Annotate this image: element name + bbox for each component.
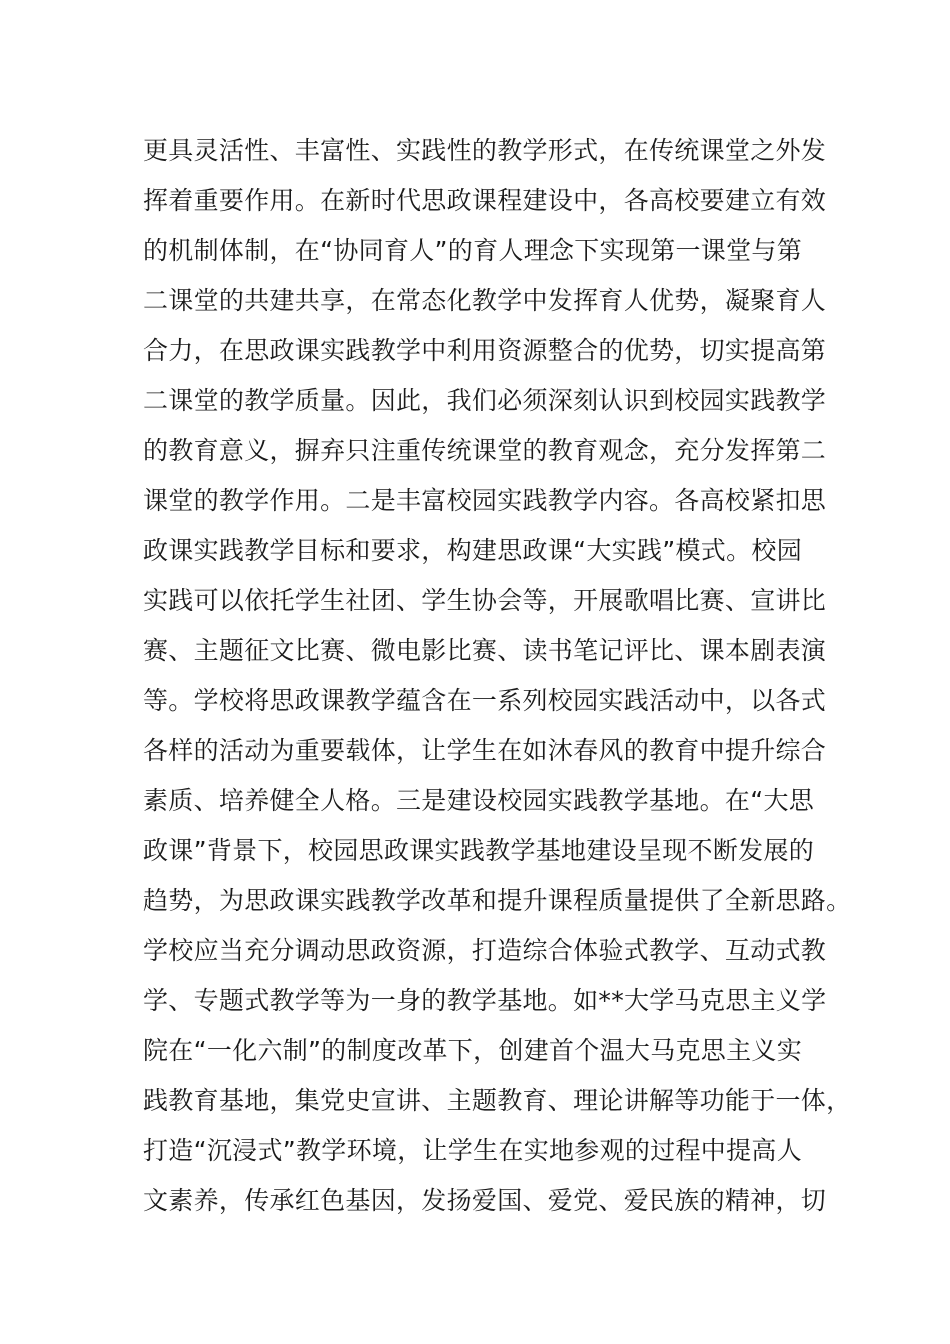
text-line: 课堂的教学作用。二是丰富校园实践教学内容。各高校紧扣思 — [143, 486, 827, 515]
text-line: 素质、培养健全人格。三是建设校园实践教学基地。在“大思 — [143, 786, 815, 815]
text-line: 二课堂的教学质量。因此，我们必须深刻认识到校园实践教学 — [143, 386, 827, 415]
text-line: 学校应当充分调动思政资源，打造综合体验式教学、互动式教 — [143, 936, 827, 965]
body-paragraph — [143, 126, 852, 1226]
text-line: 政课”背景下，校园思政课实践教学基地建设呈现不断发展的 — [143, 836, 815, 865]
text-line: 践教育基地，集党史宣讲、主题教育、理论讲解等功能于一体， — [143, 1086, 852, 1115]
text-line: 的机制体制，在“协同育人”的育人理念下实现第一课堂与第 — [143, 236, 803, 265]
text-line: 各样的活动为重要载体，让学生在如沐春风的教育中提升综合 — [143, 736, 827, 765]
text-line: 打造“沉浸式”教学环境，让学生在实地参观的过程中提高人 — [143, 1136, 803, 1165]
text-line: 文素养，传承红色基因，发扬爱国、爱党、爱民族的精神，切 — [143, 1186, 827, 1215]
text-line: 的教育意义，摒弃只注重传统课堂的教育观念，充分发挥第二 — [143, 436, 827, 465]
text-line: 实践可以依托学生社团、学生协会等，开展歌唱比赛、宣讲比 — [143, 586, 827, 615]
text-line: 院在“一化六制”的制度改革下，创建首个温大马克思主义实 — [143, 1036, 803, 1065]
text-line: 更具灵活性、丰富性、实践性的教学形式，在传统课堂之外发 — [143, 136, 827, 165]
text-line: 学、专题式教学等为一身的教学基地。如**大学马克思主义学 — [143, 986, 827, 1015]
text-line: 政课实践教学目标和要求，构建思政课“大实践”模式。校园 — [143, 536, 803, 565]
text-line: 挥着重要作用。在新时代思政课程建设中，各高校要建立有效 — [143, 186, 827, 215]
text-line: 合力，在思政课实践教学中利用资源整合的优势，切实提高第 — [143, 336, 827, 365]
text-line: 趋势，为思政课实践教学改革和提升课程质量提供了全新思路。 — [143, 886, 852, 915]
text-line: 二课堂的共建共享，在常态化教学中发挥育人优势，凝聚育人 — [143, 286, 827, 315]
text-line: 赛、主题征文比赛、微电影比赛、读书笔记评比、课本剧表演 — [143, 636, 827, 665]
text-line: 等。学校将思政课教学蕴含在一系列校园实践活动中，以各式 — [143, 686, 827, 715]
